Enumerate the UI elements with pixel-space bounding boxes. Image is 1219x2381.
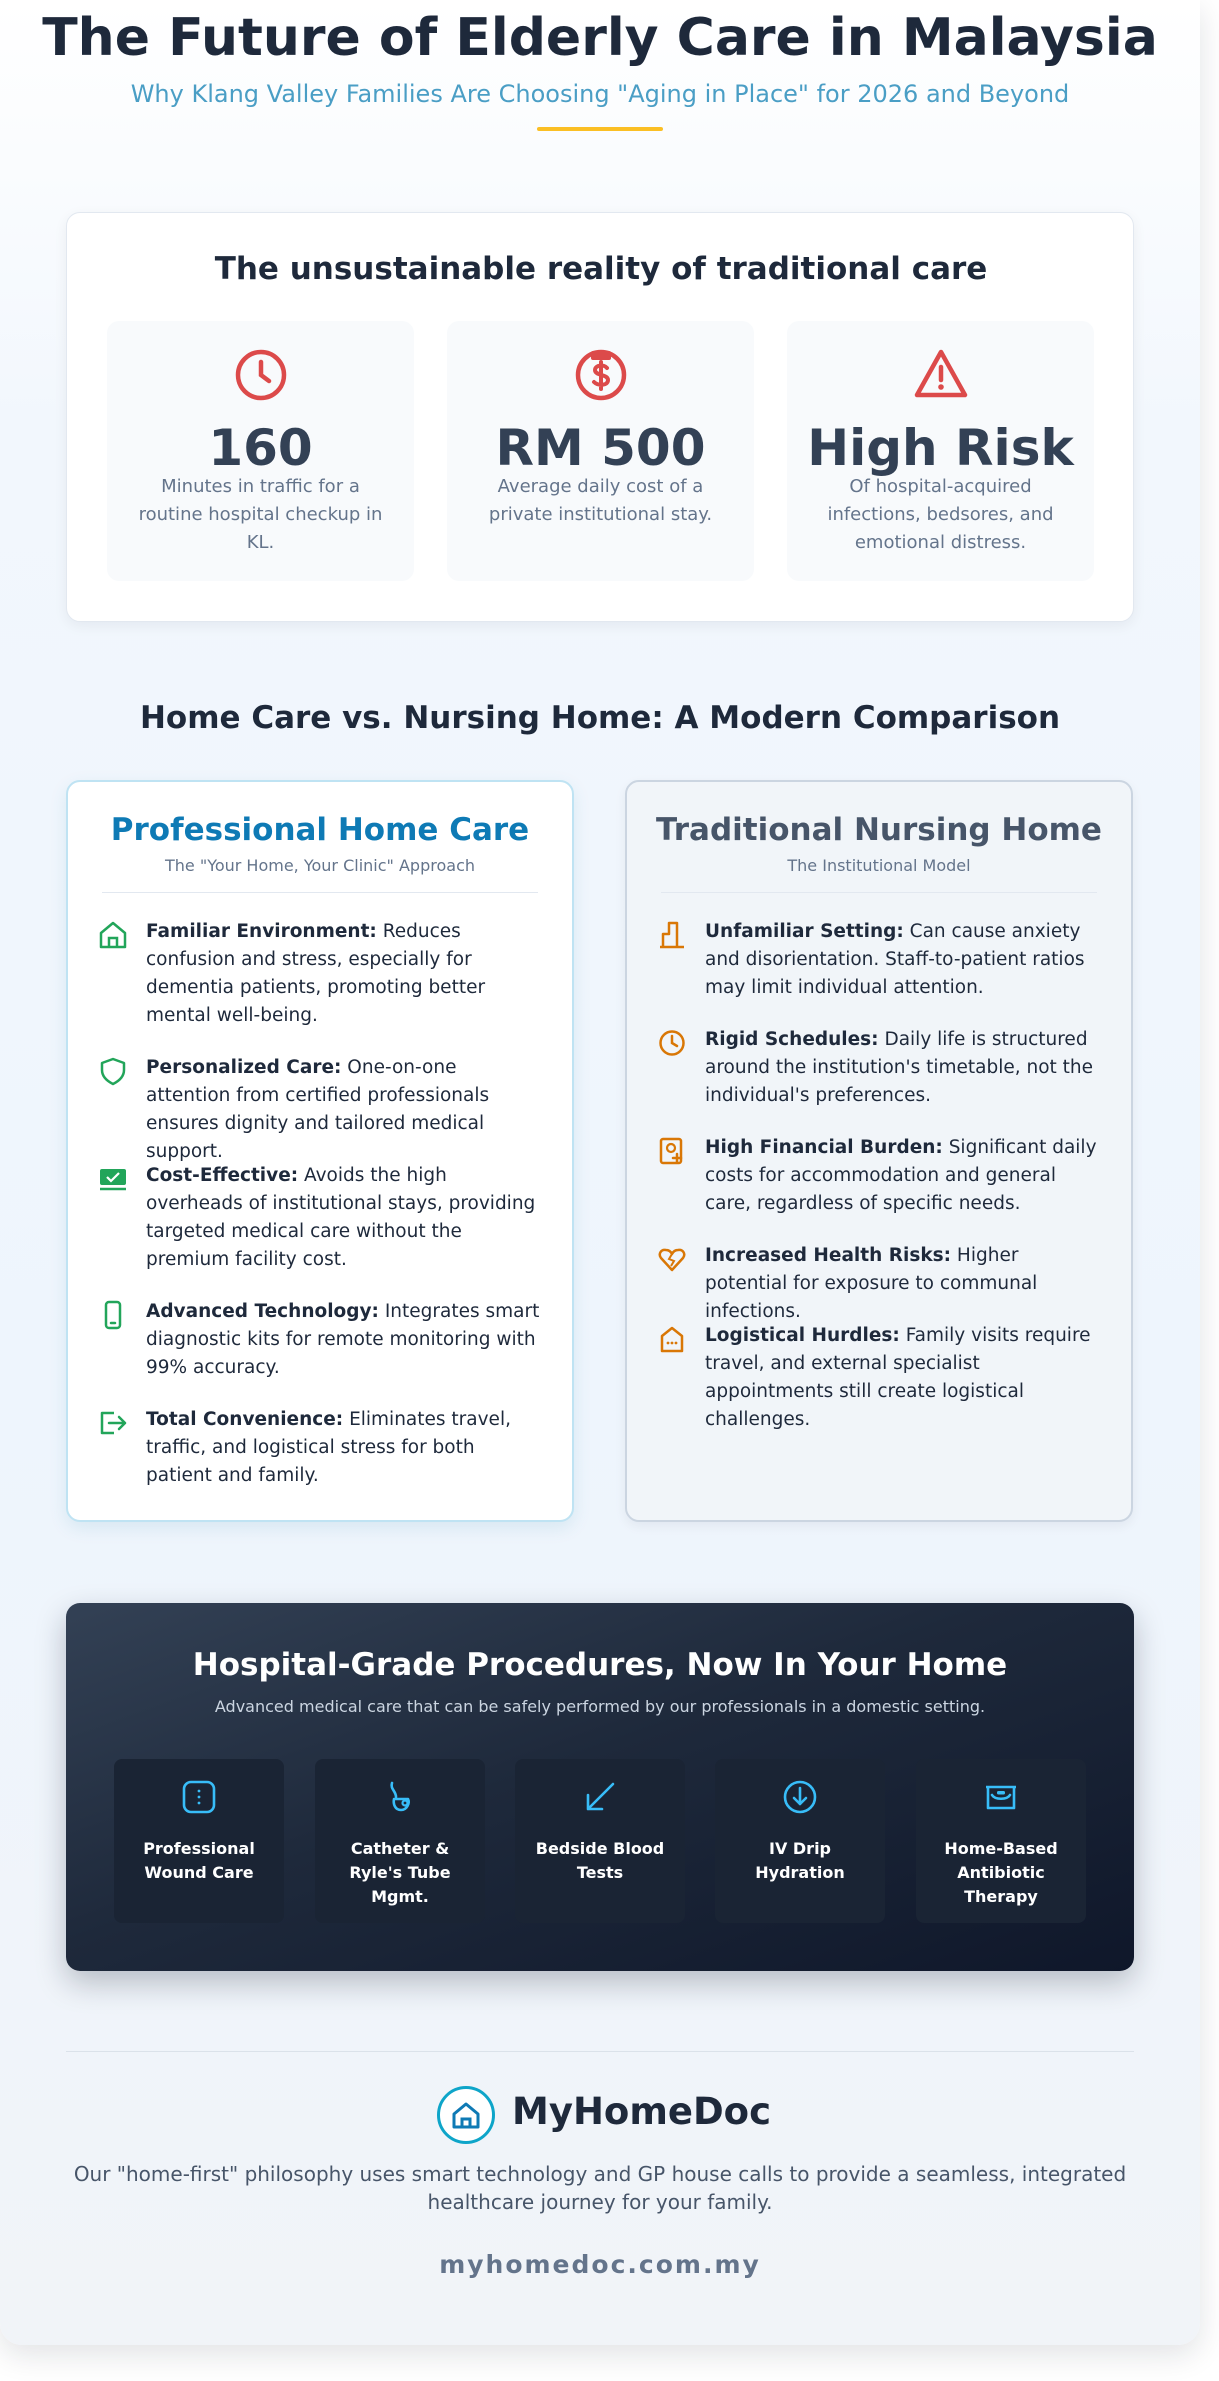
- home-care-title: Professional Home Care: [110, 812, 530, 848]
- page-subtitle: Why Klang Valley Families Are Choosing "Aging in Place" for 2026 and Beyond: [130, 80, 1070, 108]
- receipt-icon: [657, 1136, 687, 1166]
- brand-philosophy: Our "home-first" philosophy uses smart technology and GP house calls to provide a seamless, integrated healthcare journey for your family.: [73, 2162, 1127, 2214]
- procedures-section: [66, 1603, 1134, 1971]
- drip-icon: [782, 1779, 818, 1815]
- bandage-icon: [181, 1779, 217, 1815]
- nursing-home-card: [625, 780, 1133, 1522]
- divider: [661, 892, 1097, 893]
- clock-icon: [233, 347, 289, 403]
- syringe-icon: [582, 1779, 618, 1815]
- feature-title: Total Convenience:: [146, 1409, 344, 1430]
- feature-title: High Financial Burden:: [705, 1137, 943, 1158]
- home-icon: [98, 920, 128, 950]
- procedure-item: [315, 1759, 485, 1923]
- house-dots-icon: [657, 1324, 687, 1354]
- broken-heart-icon: [657, 1244, 687, 1274]
- feature-title: Advanced Technology:: [146, 1301, 379, 1322]
- footer-divider: [66, 2051, 1134, 2052]
- procedure-item: [515, 1759, 685, 1923]
- shield-icon: [98, 1056, 128, 1086]
- page-title: The Future of Elderly Care in Malaysia: [42, 8, 1158, 68]
- home-logo-icon: [436, 2085, 496, 2145]
- reality-section: [66, 212, 1134, 622]
- procedure-item: [916, 1759, 1086, 1923]
- feature-title: Personalized Care:: [146, 1057, 342, 1078]
- stat-description: Minutes in traffic for a routine hospital checkup in KL.: [138, 476, 383, 553]
- brand-name: MyHomeDoc: [512, 2090, 772, 2133]
- comparison-heading: Home Care vs. Nursing Home: A Modern Comparison: [139, 700, 1061, 736]
- feature-title: Logistical Hurdles:: [705, 1325, 900, 1346]
- feature-title: Familiar Environment:: [146, 921, 377, 942]
- procedures-subtitle: Advanced medical care that can be safely performed by our professionals in a domestic setting.: [214, 1697, 986, 1716]
- feature-text: Integrates smart diagnostic kits for remote monitoring with 99% accuracy.: [146, 1301, 540, 1378]
- feature-text: Reduces confusion and stress, especially for dementia patients, promoting better mental well-being.: [146, 921, 486, 1026]
- stat-value: 160: [208, 419, 313, 477]
- money-bill-icon: [98, 1164, 128, 1194]
- procedure-label: Home-Based Antibiotic Therapy: [944, 1839, 1058, 1906]
- feature-text: Family visits require travel, and external specialist appointments still create logistical challenges.: [705, 1325, 1091, 1430]
- stat-card-traffic: [107, 321, 414, 581]
- feature-text: Daily life is structured around the institution's timetable, not the individual's preferences.: [705, 1029, 1094, 1106]
- feature-text: Can cause anxiety and disorientation. Staff-to-patient ratios may limit individual attention.: [705, 921, 1085, 998]
- procedure-label: Professional Wound Care: [143, 1839, 255, 1882]
- pill-tray-icon: [983, 1779, 1019, 1815]
- catheter-icon: [382, 1779, 418, 1815]
- procedure-item: [715, 1759, 885, 1923]
- nursing-home-title: Traditional Nursing Home: [656, 812, 1102, 848]
- feature-text: Avoids the high overheads of institutional stays, providing targeted medical care without the premium facility cost.: [146, 1165, 536, 1270]
- procedures-title: Hospital-Grade Procedures, Now In Your Home: [192, 1647, 1008, 1683]
- procedure-item: [114, 1759, 284, 1923]
- procedure-label: IV Drip Hydration: [755, 1839, 845, 1882]
- clock-icon: [657, 1028, 687, 1058]
- home-care-subtitle: The "Your Home, Your Clinic" Approach: [164, 856, 475, 875]
- smartphone-icon: [98, 1300, 128, 1330]
- warning-icon: [913, 347, 969, 403]
- feature-text: Higher potential for exposure to communal infections.: [705, 1245, 1038, 1322]
- feature-title: Unfamiliar Setting:: [705, 921, 904, 942]
- website-link[interactable]: myhomedoc.com.my: [439, 2250, 761, 2279]
- money-icon: [573, 347, 629, 403]
- feature-text: One-on-one attention from certified professionals ensures dignity and tailored medical support.: [146, 1057, 490, 1162]
- procedure-label: Catheter & Ryle's Tube Mgmt.: [349, 1839, 451, 1906]
- stat-card-risk: [787, 321, 1094, 581]
- stat-card-cost: [447, 321, 754, 581]
- feature-title: Cost-Effective:: [146, 1165, 299, 1186]
- feature-text: Significant daily costs for accommodation and general care, regardless of specific needs.: [705, 1137, 1097, 1214]
- stat-value: High Risk: [807, 419, 1074, 477]
- stat-description: Average daily cost of a private institutional stay.: [488, 476, 713, 525]
- stat-description: Of hospital-acquired infections, bedsores, and emotional distress.: [827, 476, 1054, 553]
- exit-icon: [98, 1408, 128, 1438]
- nursing-home-subtitle: The Institutional Model: [787, 856, 971, 875]
- stat-value: RM 500: [495, 419, 706, 477]
- title-accent-bar: [537, 127, 663, 131]
- feature-title: Rigid Schedules:: [705, 1029, 879, 1050]
- home-care-card: [66, 780, 574, 1522]
- feature-title: Increased Health Risks:: [705, 1245, 952, 1266]
- divider: [102, 892, 538, 893]
- feature-text: Eliminates travel, traffic, and logistical stress for both patient and family.: [146, 1409, 511, 1486]
- reality-heading: The unsustainable reality of traditional care: [214, 251, 988, 287]
- building-icon: [657, 920, 687, 950]
- procedure-label: Bedside Blood Tests: [535, 1839, 665, 1882]
